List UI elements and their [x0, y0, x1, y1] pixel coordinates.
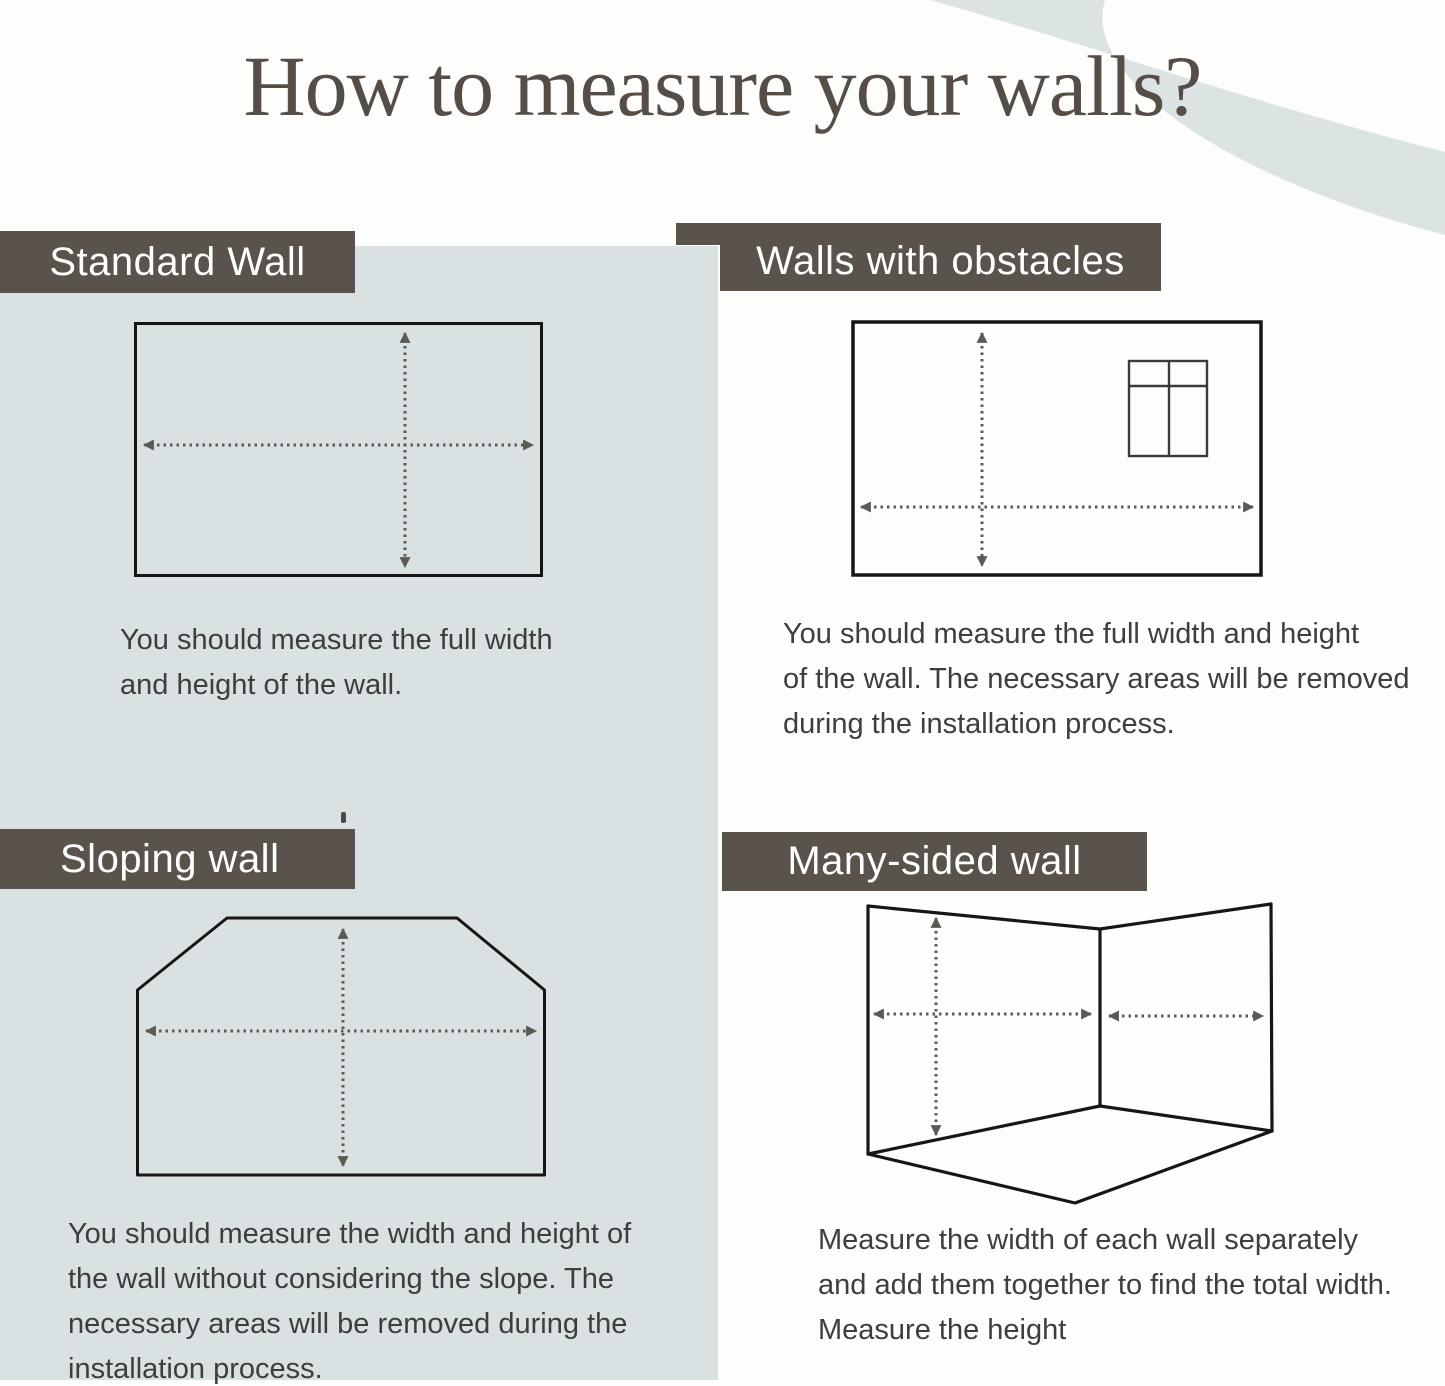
caption-line: during the installation process.	[783, 708, 1175, 740]
sloping-wall-diagram	[136, 916, 546, 1177]
caption-line: You should measure the full width and height	[783, 618, 1360, 650]
section-header-label: Many-sided wall	[787, 839, 1082, 883]
walls-with-obstacles-diagram	[851, 320, 1263, 577]
many-sided-wall-caption	[818, 1218, 1392, 1353]
caption-line: necessary areas will be removed during the	[68, 1308, 628, 1340]
caption-line: the wall without considering the slope. The	[68, 1263, 614, 1295]
caption-line: You should measure the full width	[120, 624, 553, 656]
section-header-label: Sloping wall	[60, 836, 280, 881]
wall-outline	[138, 918, 545, 1175]
many-sided-wall-diagram	[860, 898, 1280, 1213]
caption-line: of the wall. The necessary areas will be removed	[783, 663, 1410, 695]
corner-walls-outline	[868, 904, 1272, 1203]
standard-wall-caption	[120, 618, 553, 708]
window-icon	[1129, 361, 1207, 456]
caption-line: installation process.	[68, 1353, 323, 1385]
sloping-wall-caption	[68, 1212, 631, 1386]
standard-wall-diagram	[134, 322, 543, 577]
caption-line: and add them together to find the total width.	[818, 1269, 1392, 1301]
wall-outline	[136, 324, 542, 576]
caption-line: You should measure the width and height of	[68, 1218, 632, 1250]
section-header-sloping-wall	[0, 829, 355, 889]
section-header-walls-with-obstacles	[720, 223, 1161, 291]
section-header-obstacles-tab	[676, 223, 720, 245]
section-header-many-sided-wall	[722, 832, 1147, 891]
caption-line: and height of the wall.	[120, 669, 403, 701]
section-header-standard-wall	[0, 231, 355, 293]
stray-mark	[341, 812, 346, 823]
caption-line: Measure the width of each wall separately	[818, 1224, 1359, 1256]
section-header-label: Walls with obstacles	[756, 238, 1125, 283]
section-header-label: Standard Wall	[49, 239, 306, 284]
page-title: How to measure your walls?	[243, 38, 1202, 134]
walls-with-obstacles-caption	[783, 612, 1410, 747]
caption-line: Measure the height	[818, 1314, 1067, 1346]
